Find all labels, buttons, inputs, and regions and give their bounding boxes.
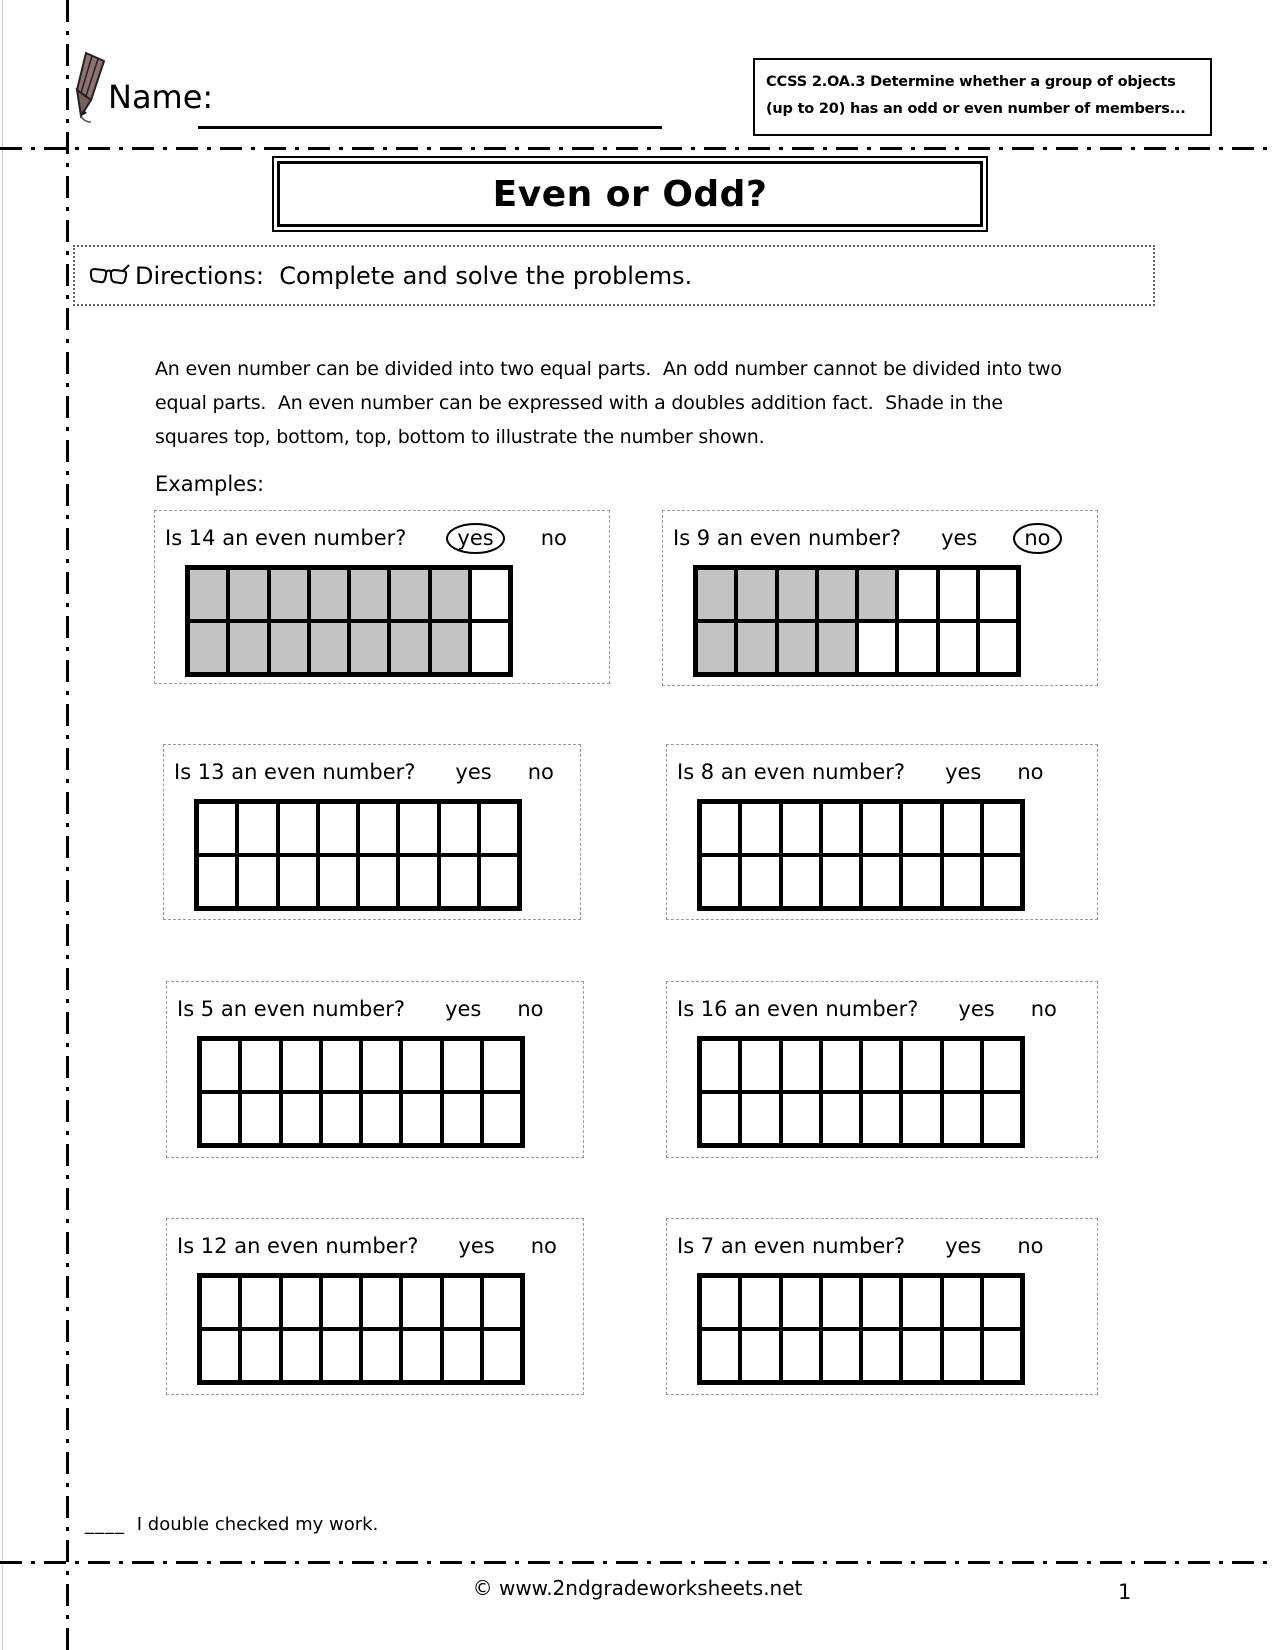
page-title: Even or Odd?: [277, 161, 983, 227]
grid-cell[interactable]: [897, 621, 937, 674]
pencil-icon: [72, 48, 112, 132]
double-check-line: [85, 1514, 378, 1535]
grid-cell[interactable]: [281, 1329, 321, 1382]
grid-cell[interactable]: [200, 1276, 240, 1329]
grid-cell[interactable]: [188, 621, 228, 674]
ccss-line2: (up to 20) has an odd or even number of members...: [766, 101, 1186, 117]
tens-grid: [194, 799, 522, 911]
grid-cell[interactable]: [482, 1329, 522, 1382]
grid-cell[interactable]: [740, 1329, 780, 1382]
grid-cell[interactable]: [736, 568, 776, 621]
grid-cell[interactable]: [700, 1329, 740, 1382]
grid-cell[interactable]: [938, 621, 978, 674]
examples-label: Examples:: [155, 472, 265, 496]
grid-cell[interactable]: [901, 855, 941, 908]
grid-cell[interactable]: [281, 1092, 321, 1145]
grid-cell[interactable]: [237, 855, 277, 908]
grid-cell[interactable]: [321, 1092, 361, 1145]
grid-cell[interactable]: [982, 802, 1022, 855]
grid-cell[interactable]: [358, 802, 398, 855]
grid-cell[interactable]: [358, 855, 398, 908]
tens-grid: [693, 565, 1021, 677]
grid-cell[interactable]: [736, 621, 776, 674]
grid-cell[interactable]: [281, 1039, 321, 1092]
margin-dashdot-line: [66, 0, 69, 1650]
directions-box: [73, 245, 1155, 306]
answer-no[interactable]: no: [540, 526, 567, 550]
grid-cell[interactable]: [821, 802, 861, 855]
grid-cell[interactable]: [942, 1092, 982, 1145]
grid-cell[interactable]: [361, 1039, 401, 1092]
grid-cell[interactable]: [861, 1039, 901, 1092]
answer-yes[interactable]: yes: [445, 997, 482, 1021]
grid-cell[interactable]: [430, 621, 470, 674]
grid-cell[interactable]: [861, 1329, 901, 1382]
grid-cell[interactable]: [901, 1039, 941, 1092]
ccss-line1: CCSS 2.OA.3 Determine whether a group of objects: [766, 74, 1176, 90]
grid-cell[interactable]: [777, 621, 817, 674]
grid-cell[interactable]: [240, 1039, 280, 1092]
directions-text: Directions: Complete and solve the problems.: [135, 261, 693, 290]
grid-cell[interactable]: [401, 1092, 441, 1145]
problem-box-example-9: [662, 510, 1098, 686]
grid-cell[interactable]: [942, 1039, 982, 1092]
problem-box-7: [666, 1218, 1098, 1395]
grid-cell[interactable]: [430, 568, 470, 621]
problem-question: Is 12 an even number?: [177, 1234, 419, 1258]
intro-line: equal parts. An even number can be expressed with a doubles addition fact. Shade in the: [155, 392, 1003, 414]
grid-cell[interactable]: [470, 621, 510, 674]
grid-cell[interactable]: [240, 1276, 280, 1329]
grid-cell[interactable]: [817, 621, 857, 674]
answer-no[interactable]: no: [1030, 997, 1057, 1021]
grid-cell[interactable]: [700, 802, 740, 855]
grid-cell[interactable]: [821, 1329, 861, 1382]
answer-no[interactable]: no: [527, 760, 554, 784]
grid-cell[interactable]: [228, 568, 268, 621]
grid-cell[interactable]: [942, 802, 982, 855]
answer-yes[interactable]: yes: [941, 526, 978, 550]
grid-cell[interactable]: [942, 1329, 982, 1382]
grid-cell[interactable]: [696, 621, 736, 674]
answer-no[interactable]: no: [1017, 1234, 1044, 1258]
grid-cell[interactable]: [942, 855, 982, 908]
grid-cell[interactable]: [781, 802, 821, 855]
grid-cell[interactable]: [781, 1276, 821, 1329]
grid-cell[interactable]: [309, 621, 349, 674]
grid-cell[interactable]: [700, 1039, 740, 1092]
grid-cell[interactable]: [982, 1092, 1022, 1145]
answer-yes[interactable]: yes: [945, 760, 982, 784]
problem-question: Is 7 an even number?: [677, 1234, 906, 1258]
answer-yes[interactable]: yes: [945, 1234, 982, 1258]
grid-cell[interactable]: [442, 1276, 482, 1329]
grid-cell[interactable]: [349, 568, 389, 621]
title-box: [272, 156, 988, 232]
grid-cell[interactable]: [982, 1276, 1022, 1329]
grid-cell[interactable]: [817, 568, 857, 621]
grid-cell[interactable]: [740, 1039, 780, 1092]
answer-no[interactable]: no: [1013, 523, 1061, 554]
answer-yes[interactable]: yes: [455, 760, 492, 784]
grid-cell[interactable]: [901, 802, 941, 855]
grid-cell[interactable]: [389, 568, 429, 621]
grid-cell[interactable]: [857, 568, 897, 621]
grid-cell[interactable]: [821, 1276, 861, 1329]
grid-cell[interactable]: [442, 1039, 482, 1092]
answer-no[interactable]: no: [1017, 760, 1044, 784]
grid-cell[interactable]: [821, 855, 861, 908]
grid-cell[interactable]: [942, 1276, 982, 1329]
tens-grid: [697, 1036, 1025, 1148]
grid-cell[interactable]: [240, 1092, 280, 1145]
grid-cell[interactable]: [278, 855, 318, 908]
grid-cell[interactable]: [821, 1092, 861, 1145]
grid-cell[interactable]: [442, 1092, 482, 1145]
grid-cell[interactable]: [200, 1039, 240, 1092]
grid-cell[interactable]: [401, 1329, 441, 1382]
grid-cell[interactable]: [482, 1276, 522, 1329]
grid-cell[interactable]: [982, 855, 1022, 908]
grid-cell[interactable]: [482, 1092, 522, 1145]
grid-cell[interactable]: [479, 802, 519, 855]
grid-cell[interactable]: [398, 802, 438, 855]
grid-cell[interactable]: [821, 1039, 861, 1092]
grid-cell[interactable]: [361, 1276, 401, 1329]
grid-cell[interactable]: [781, 1092, 821, 1145]
check-blank[interactable]: ____: [85, 1514, 125, 1535]
grid-cell[interactable]: [740, 802, 780, 855]
problem-box-16: [666, 981, 1098, 1158]
grid-cell[interactable]: [781, 1329, 821, 1382]
answer-no[interactable]: no: [530, 1234, 557, 1258]
grid-cell[interactable]: [318, 855, 358, 908]
grid-cell[interactable]: [269, 568, 309, 621]
tens-grid: [185, 565, 513, 677]
grid-cell[interactable]: [777, 568, 817, 621]
grid-cell[interactable]: [321, 1329, 361, 1382]
grid-cell[interactable]: [401, 1039, 441, 1092]
grid-cell[interactable]: [309, 568, 349, 621]
answer-yes[interactable]: yes: [958, 997, 995, 1021]
grid-cell[interactable]: [197, 802, 237, 855]
copyright-text: © www.2ndgradeworksheets.net: [472, 1576, 803, 1600]
grid-cell[interactable]: [361, 1092, 401, 1145]
grid-cell[interactable]: [479, 855, 519, 908]
grid-cell[interactable]: [781, 855, 821, 908]
grid-cell[interactable]: [237, 802, 277, 855]
check-text: I double checked my work.: [136, 1514, 379, 1535]
grid-cell[interactable]: [389, 621, 429, 674]
intro-paragraph: [155, 352, 1062, 454]
grid-cell[interactable]: [349, 621, 389, 674]
tens-grid: [197, 1036, 525, 1148]
problem-question: Is 14 an even number?: [165, 526, 407, 550]
answer-yes[interactable]: yes: [458, 1234, 495, 1258]
grid-cell[interactable]: [700, 855, 740, 908]
tens-grid: [197, 1273, 525, 1385]
grid-cell[interactable]: [901, 1092, 941, 1145]
grid-cell[interactable]: [861, 855, 901, 908]
problem-box-12: [166, 1218, 584, 1395]
problem-box-13: [163, 744, 581, 920]
grid-cell[interactable]: [700, 1276, 740, 1329]
header-dashdot-line: [0, 147, 1275, 150]
grid-cell[interactable]: [401, 1276, 441, 1329]
answer-yes[interactable]: yes: [446, 523, 504, 554]
grid-cell[interactable]: [321, 1039, 361, 1092]
problem-question: Is 9 an even number?: [673, 526, 902, 550]
grid-cell[interactable]: [439, 802, 479, 855]
grid-cell[interactable]: [857, 621, 897, 674]
grid-cell[interactable]: [278, 802, 318, 855]
grid-cell[interactable]: [197, 855, 237, 908]
ccss-standard-box: [753, 58, 1212, 136]
page-number: 1: [1118, 1580, 1132, 1604]
grid-cell[interactable]: [398, 855, 438, 908]
grid-cell[interactable]: [470, 568, 510, 621]
problem-question: Is 5 an even number?: [177, 997, 406, 1021]
grid-cell[interactable]: [740, 1276, 780, 1329]
name-input-line[interactable]: [198, 84, 662, 129]
grid-cell[interactable]: [740, 1092, 780, 1145]
scan-edge-line: [2, 0, 3, 1650]
problem-question: Is 8 an even number?: [677, 760, 906, 784]
grid-cell[interactable]: [361, 1329, 401, 1382]
grid-cell[interactable]: [321, 1276, 361, 1329]
grid-cell[interactable]: [901, 1329, 941, 1382]
glasses-icon: [87, 263, 131, 289]
grid-cell[interactable]: [740, 855, 780, 908]
grid-cell[interactable]: [700, 1092, 740, 1145]
grid-cell[interactable]: [897, 568, 937, 621]
grid-cell[interactable]: [482, 1039, 522, 1092]
grid-cell[interactable]: [269, 621, 309, 674]
grid-cell[interactable]: [439, 855, 479, 908]
grid-cell[interactable]: [240, 1329, 280, 1382]
grid-cell[interactable]: [861, 1276, 901, 1329]
grid-cell[interactable]: [978, 621, 1018, 674]
problem-box-example-14: [154, 510, 610, 684]
grid-cell[interactable]: [861, 802, 901, 855]
grid-cell[interactable]: [696, 568, 736, 621]
grid-cell[interactable]: [228, 621, 268, 674]
grid-cell[interactable]: [982, 1039, 1022, 1092]
footer-dashdot-line: [0, 1561, 1275, 1564]
grid-cell[interactable]: [938, 568, 978, 621]
grid-cell[interactable]: [188, 568, 228, 621]
grid-cell[interactable]: [901, 1276, 941, 1329]
grid-cell[interactable]: [978, 568, 1018, 621]
intro-line: squares top, bottom, top, bottom to illustrate the number shown.: [155, 426, 765, 448]
grid-cell[interactable]: [200, 1092, 240, 1145]
tens-grid: [697, 1273, 1025, 1385]
grid-cell[interactable]: [861, 1092, 901, 1145]
name-label: Name:: [108, 78, 214, 116]
problem-box-5: [166, 981, 584, 1158]
grid-cell[interactable]: [442, 1329, 482, 1382]
answer-no[interactable]: no: [517, 997, 544, 1021]
grid-cell[interactable]: [200, 1329, 240, 1382]
grid-cell[interactable]: [318, 802, 358, 855]
tens-grid: [697, 799, 1025, 911]
problem-box-8: [666, 744, 1098, 920]
grid-cell[interactable]: [781, 1039, 821, 1092]
problem-question: Is 16 an even number?: [677, 997, 919, 1021]
grid-cell[interactable]: [982, 1329, 1022, 1382]
grid-cell[interactable]: [281, 1276, 321, 1329]
problem-question: Is 13 an even number?: [174, 760, 416, 784]
intro-line: An even number can be divided into two equal parts. An odd number cannot be divided into two: [155, 358, 1062, 380]
